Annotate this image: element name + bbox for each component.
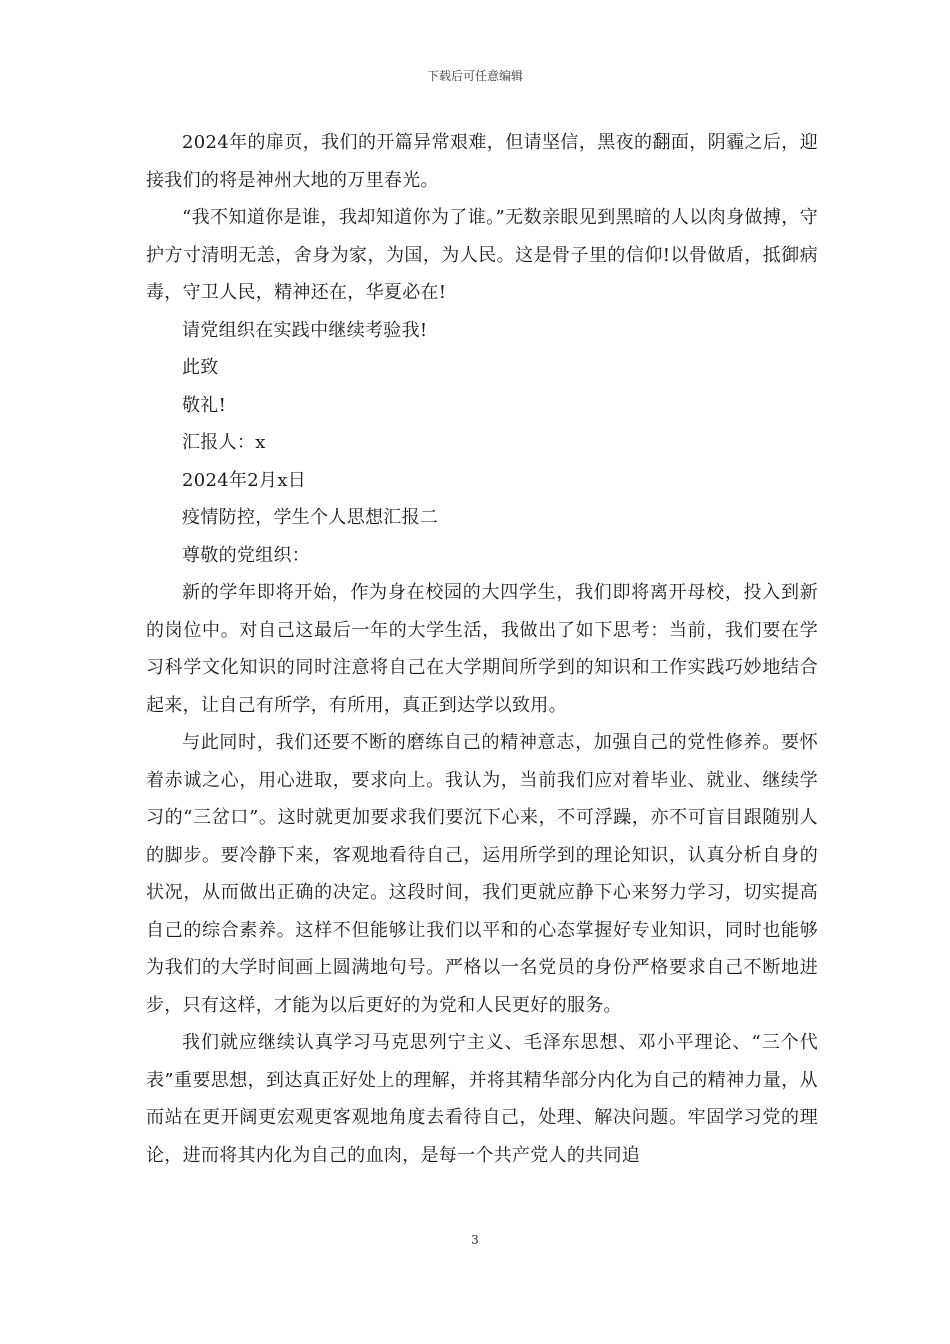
greeting: 尊敬的党组织：: [182, 544, 311, 566]
section-title: 疫情防控，学生个人思想汇报二: [182, 507, 439, 528]
paragraph-request: 请党组织在实践中继续考验我!: [182, 319, 428, 341]
paragraph-intro: 2024年的扉页，我们的开篇异常艰难，但请坚信，黑夜的翻面，阴霾之后，迎接我们的将是神州大地的万里春光。: [146, 132, 818, 191]
date-line: 2024年2月x日: [182, 469, 307, 491]
paragraph-new-term: 新的学年即将开始，作为身在校园的大四学生，我们即将离开母校，投入到新的岗位中。对自己这最后一年的大学生活，我做出了如下思考：当前，我们要在学习科学文化知识的同时注意将自己在大学期间所学到的知识和工作实践巧妙地结合起来，让自己有所学，有所用，真正到达学以致用。: [146, 582, 818, 716]
reporter-line: 汇报人：x: [182, 432, 266, 453]
paragraph-theory: 我们就应继续认真学习马克思列宁主义、毛泽东思想、邓小平理论、“三个代表”重要思想，到达真正好处上的理解，并将其精华部分内化为自己的精神力量，从而站在更开阔更宏观更客观地角度去看待自己，处理、解决问题。牢固学习党的理论，进而将其内化为自己的血肉，是每一个共产党人的共同追: [146, 1032, 818, 1166]
page-number: 3: [471, 1233, 479, 1247]
paragraph-discipline: 与此同时，我们还要不断的磨练自己的精神意志，加强自己的党性修养。要怀着赤诚之心，用心进取，要求向上。我认为，当前我们应对着毕业、就业、继续学习的“三岔口”。这时就更加要求我们要沉下心来，不可浮躁，亦不可盲目跟随别人的脚步。要冷静下来，客观地看待自己，运用所学到的理论知识，认真分析自身的状况，从而做出正确的决定。这段时间，我们更就应静下心来努力学习，切实提高自己的综合素养。这样不但能够让我们以平和的心态掌握好专业知识，同时也能够为我们的大学时间画上圆满地句号。严格以一名党员的身份严格要求自己不断地进步，只有这样，才能为以后更好的为党和人民更好的服务。: [146, 732, 818, 1016]
document-body: [146, 124, 818, 1174]
closing-salutation: 此致: [182, 357, 219, 378]
page-header: 下载后可任意编辑: [426, 69, 523, 83]
closing-regards: 敬礼!: [182, 394, 227, 416]
paragraph-quote: “我不知道你是谁，我却知道你为了谁。”无数亲眼见到黑暗的人以肉身做搏，守护方寸清明无恙，舍身为家，为国，为人民。这是骨子里的信仰!以骨做盾，抵御病毒，守卫人民，精神还在，华夏必在!: [146, 207, 818, 303]
